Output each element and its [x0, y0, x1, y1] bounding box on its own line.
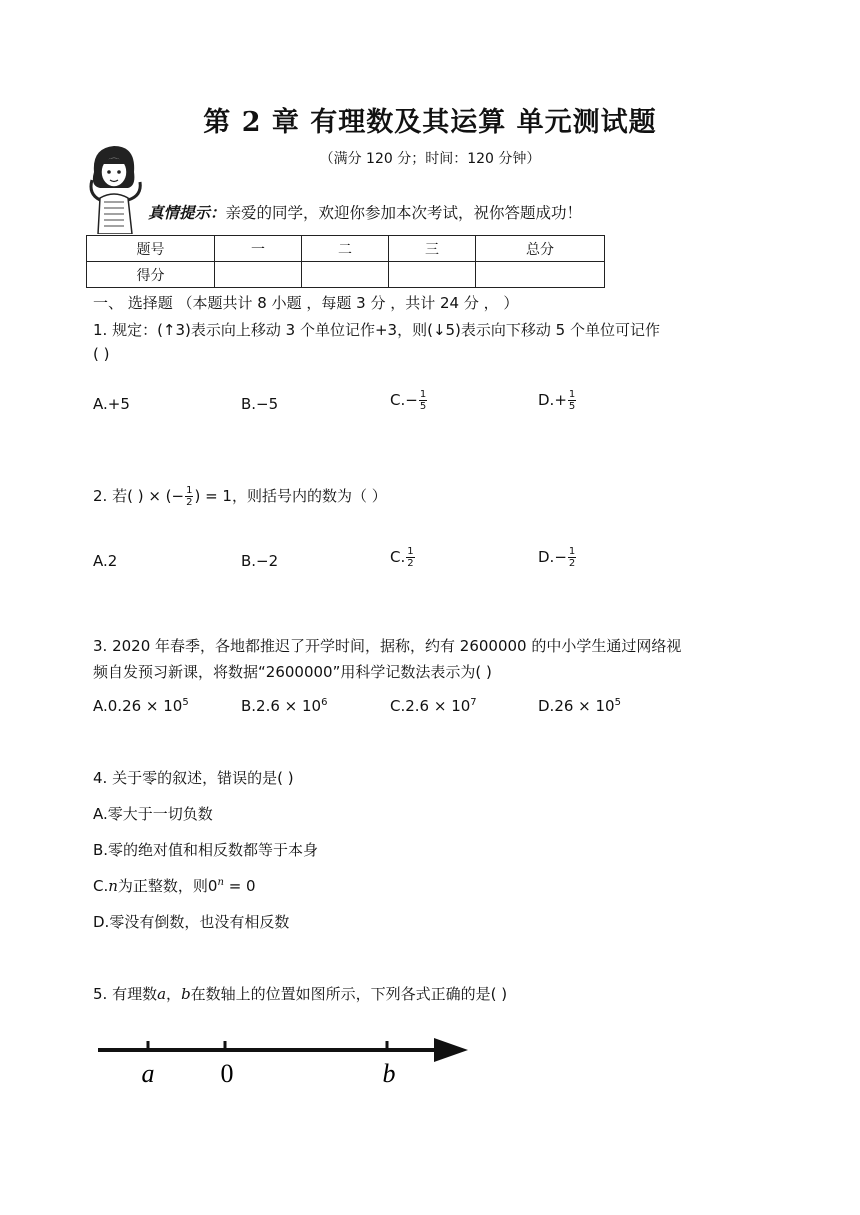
option-text: C.2.6 × 10 — [390, 697, 471, 715]
exam-subtitle: （满分 120 分；时间：120 分钟） — [319, 151, 541, 167]
fraction-denominator: 2 — [407, 558, 414, 569]
table-row — [87, 236, 605, 262]
stem-text: ) = 1，则括号内的数为（ ） — [194, 487, 387, 505]
axis-label-b: b — [382, 1059, 396, 1088]
exponent: 5 — [614, 697, 621, 708]
option-text: D.26 × 10 — [538, 697, 615, 715]
question-3-option-b — [241, 697, 327, 715]
question-1-blank: ( ) — [93, 345, 110, 363]
table-cell: 得分 — [87, 262, 215, 288]
fraction — [419, 389, 427, 412]
table-row — [87, 262, 605, 288]
question-3-option-a — [93, 697, 189, 715]
axis-label-a: a — [141, 1059, 155, 1088]
exponent: n — [217, 877, 224, 888]
tip-text: 亲爱的同学，欢迎你参加本次考试，祝你答题成功！ — [225, 204, 583, 222]
question-1-stem: 1. 规定：(↑3)表示向上移动 3 个单位记作+3，则(↓5)表示向下移动 5 个单位可记作 — [93, 321, 660, 339]
question-3-option-c — [390, 697, 477, 715]
fraction-numerator: 1 — [407, 546, 414, 557]
stem-text: 在数轴上的位置如图所示，下列各式正确的是( ) — [190, 985, 508, 1003]
option-prefix: C. — [93, 877, 109, 895]
fraction-numerator: 1 — [568, 546, 576, 557]
question-1-option-c — [390, 389, 428, 412]
option-text: 为正整数，则0 — [117, 877, 218, 895]
stem-text: 5. 有理数 — [93, 985, 158, 1003]
question-2-stem — [93, 485, 387, 508]
question-4-option-c — [93, 875, 256, 896]
score-input-cell[interactable] — [476, 262, 605, 288]
tip-line — [148, 201, 582, 223]
number-line-diagram — [90, 1030, 480, 1090]
math-variable: n — [108, 877, 118, 895]
option-prefix: C.− — [390, 391, 418, 409]
score-input-cell[interactable] — [215, 262, 302, 288]
exponent: 6 — [321, 697, 328, 708]
table-cell: 题号 — [87, 236, 215, 262]
question-4-stem: 4. 关于零的叙述，错误的是( ) — [93, 769, 294, 787]
question-1-option-b: B.−5 — [241, 395, 279, 413]
question-2-option-a: A.2 — [93, 552, 118, 570]
option-prefix: D.+ — [538, 391, 567, 409]
question-1-option-a: A.+5 — [93, 395, 130, 413]
score-input-cell[interactable] — [302, 262, 389, 288]
exponent: 5 — [182, 697, 189, 708]
table-cell: 一 — [215, 236, 302, 262]
tip-label: 真情提示： — [148, 204, 226, 222]
number-line-arrow-icon — [434, 1038, 468, 1062]
question-2-option-b: B.−2 — [241, 552, 279, 570]
fraction-denominator: 2 — [186, 497, 193, 508]
question-4-option-b: B.零的绝对值和相反数都等于本身 — [93, 841, 319, 859]
fraction-numerator: 1 — [568, 389, 576, 400]
fraction — [406, 546, 414, 569]
question-2-option-c — [390, 546, 416, 569]
fraction — [568, 389, 576, 412]
section-heading: 一、 选择题 （本题共计 8 小题 ，每题 3 分 ，共计 24 分 ， ） — [93, 294, 519, 312]
question-5-stem — [93, 983, 507, 1004]
score-input-cell[interactable] — [389, 262, 476, 288]
option-prefix: D.− — [538, 548, 567, 566]
question-2-option-d — [538, 546, 577, 569]
option-prefix: C. — [390, 548, 406, 566]
math-variable: b — [181, 985, 191, 1003]
question-4-option-a: A.零大于一切负数 — [93, 805, 213, 823]
fraction-denominator: 2 — [568, 558, 576, 569]
table-cell: 三 — [389, 236, 476, 262]
fraction — [185, 485, 193, 508]
page-title: 第 2 章 有理数及其运算 单元测试题 — [203, 107, 657, 138]
fraction-denominator: 5 — [568, 401, 576, 412]
score-table — [86, 235, 605, 288]
stem-text: 2. 若( ) × (− — [93, 487, 185, 505]
fraction-denominator: 5 — [419, 401, 427, 412]
fraction-numerator: 1 — [186, 485, 193, 496]
option-text: B.2.6 × 10 — [241, 697, 322, 715]
option-text: = 0 — [223, 877, 256, 895]
fraction-numerator: 1 — [419, 389, 427, 400]
option-text: A.0.26 × 10 — [93, 697, 183, 715]
question-4-option-d: D.零没有倒数，也没有相反数 — [93, 913, 290, 931]
stem-text: ， — [166, 985, 182, 1003]
question-3-stem-cont: 频自发预习新课，将数据“2600000”用科学记数法表示为( ) — [93, 663, 492, 681]
question-3-option-d — [538, 697, 621, 715]
fraction — [568, 546, 576, 569]
math-variable: a — [157, 985, 167, 1003]
question-1-option-d — [538, 389, 577, 412]
table-cell: 总分 — [476, 236, 605, 262]
exponent: 7 — [470, 697, 477, 708]
question-3-stem: 3. 2020 年春季，各地都推迟了开学时间，据称，约有 2600000 的中小学生通过网络视 — [93, 637, 682, 655]
student-cartoon-icon — [84, 142, 146, 234]
axis-label-zero: 0 — [220, 1059, 234, 1088]
table-cell: 二 — [302, 236, 389, 262]
